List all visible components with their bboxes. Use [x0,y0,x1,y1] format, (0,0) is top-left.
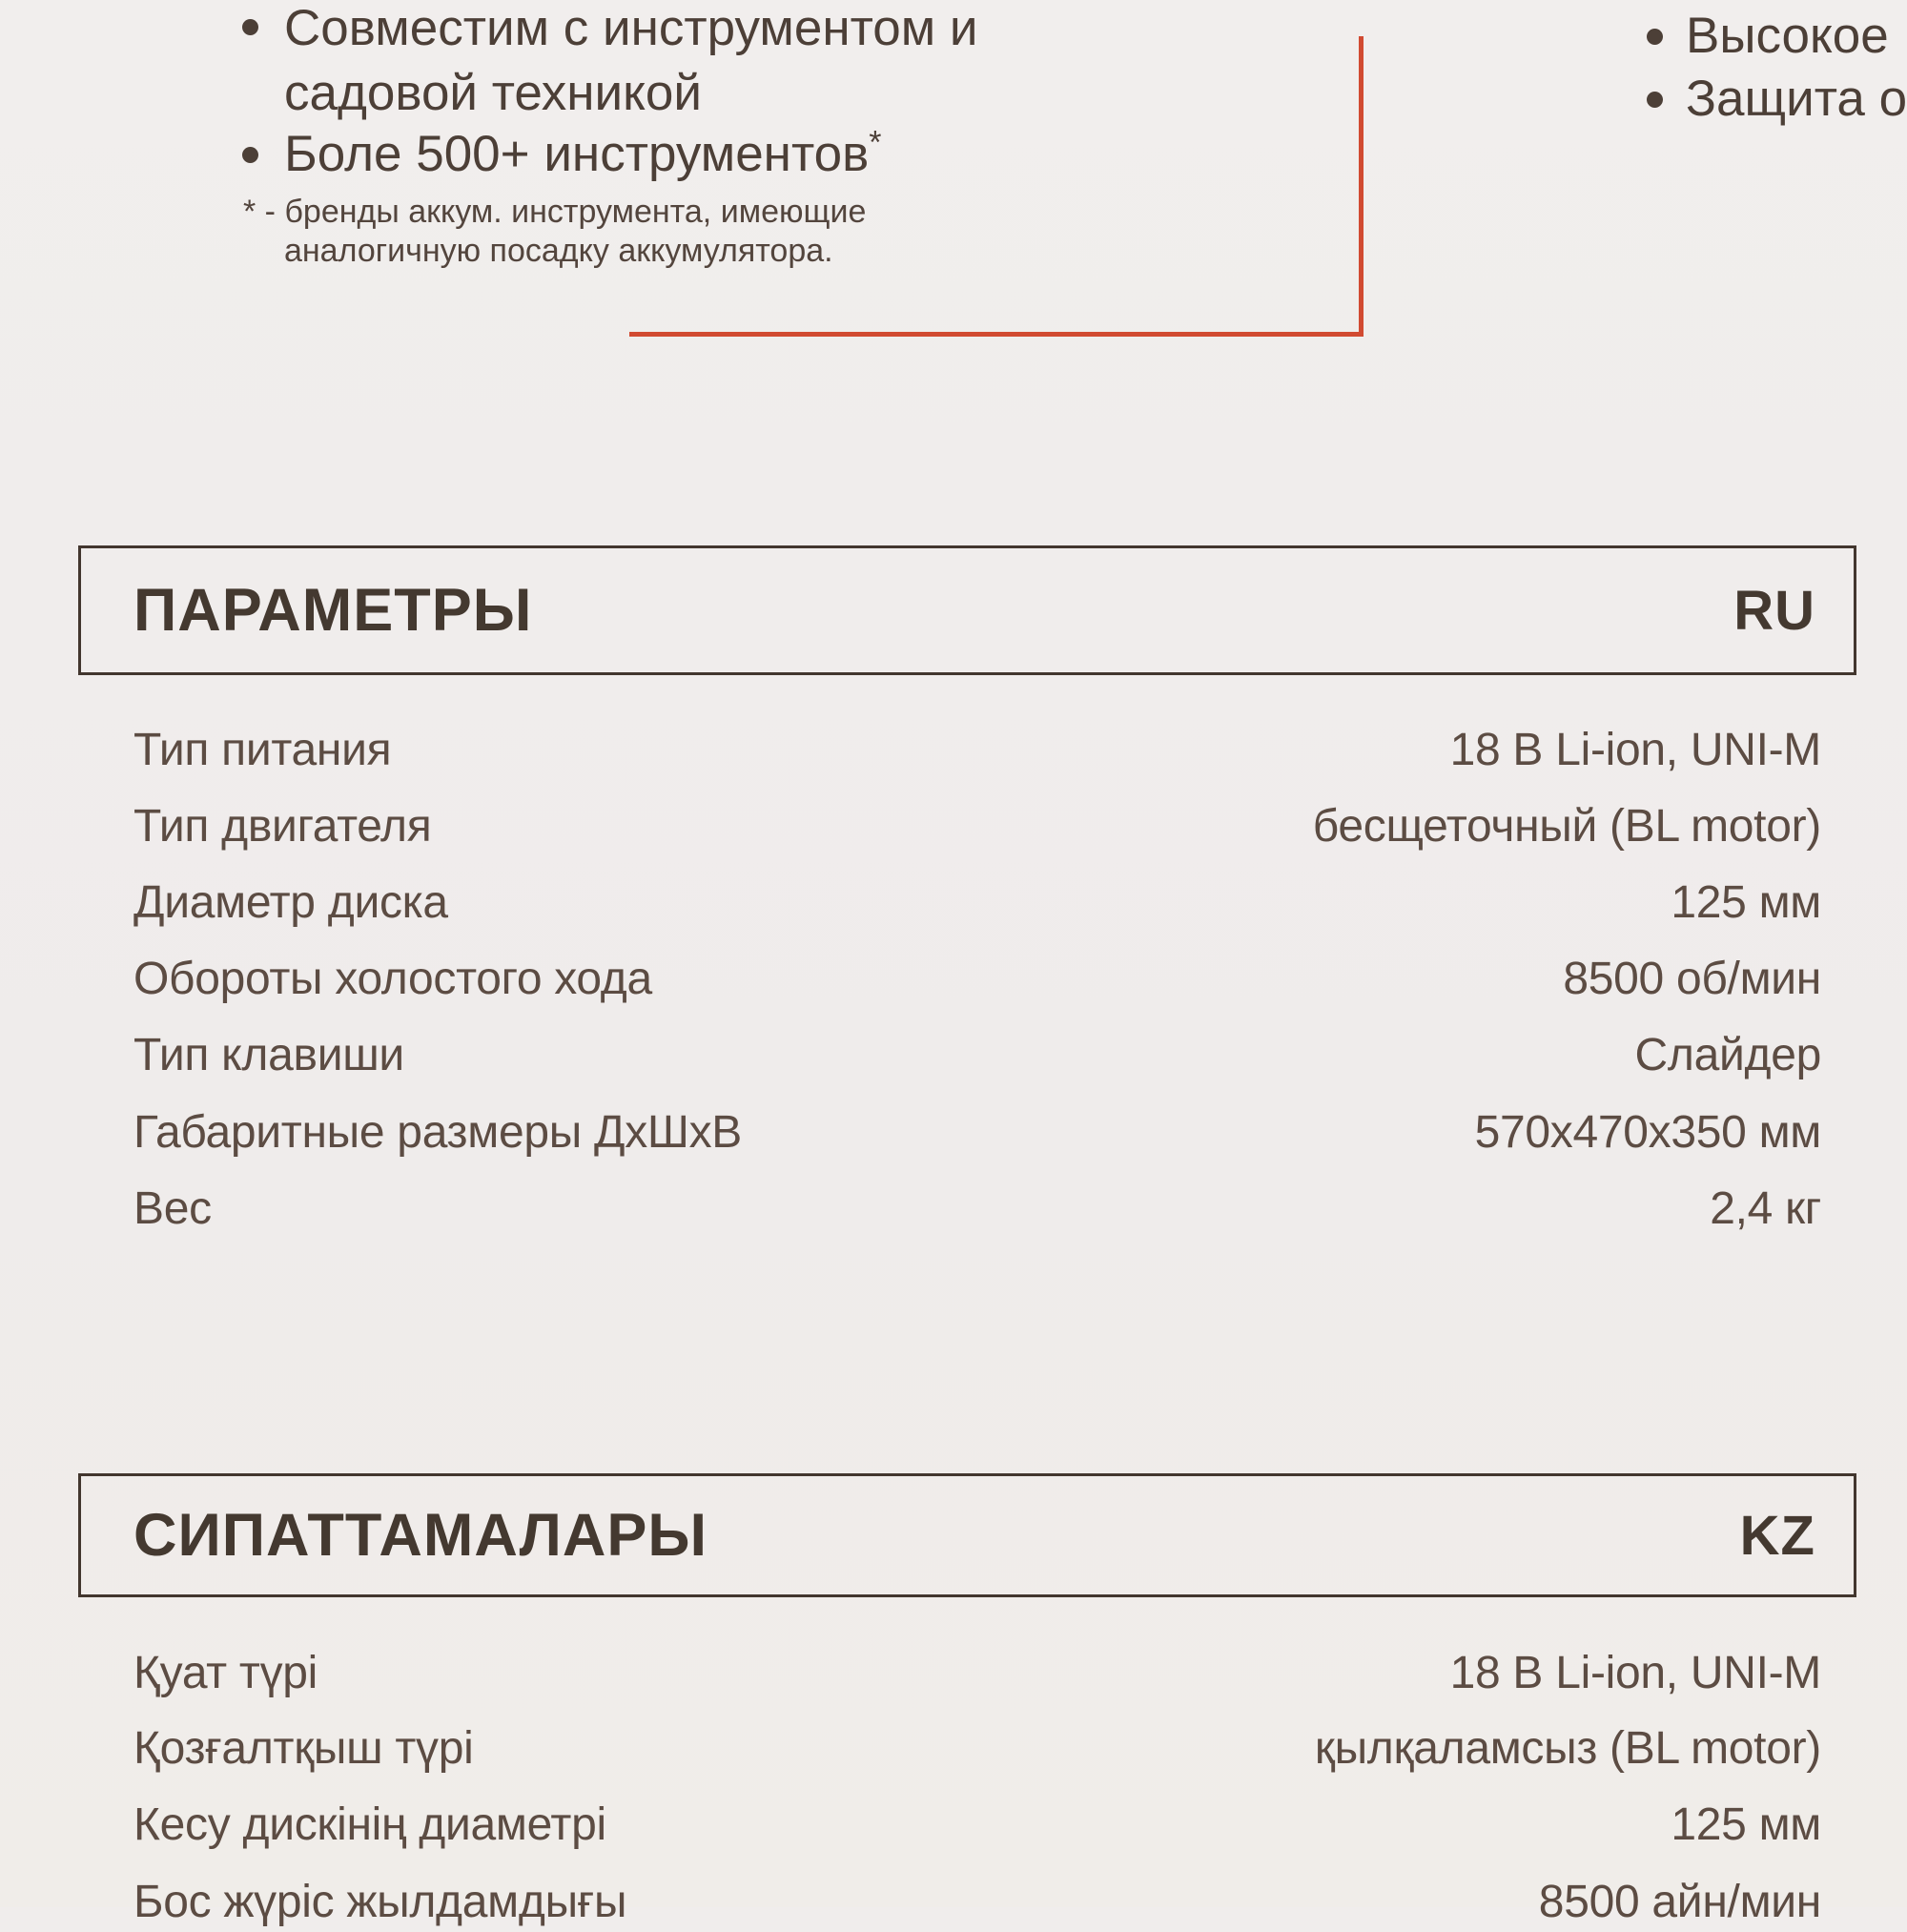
section-header-kz [78,1473,1856,1597]
feature-compatibility-line2: садовой техникой [284,65,702,121]
feature-compatibility-line1: Совместим с инструментом и [284,0,978,56]
spec-label: Тип питания [133,724,392,775]
spec-label: Габаритные размеры ДхШхВ [133,1106,743,1158]
spec-label: Диаметр диска [133,876,448,928]
spec-label: Тип клавиши [133,1029,404,1080]
spec-label: Кесу дискінің диаметрі [133,1798,606,1850]
spec-value: 125 мм [1671,876,1821,928]
section-header-ru [78,545,1856,675]
spec-row [133,1871,1821,1932]
spec-row [133,1178,1821,1239]
spec-value: 570x470x350 мм [1474,1106,1821,1158]
spec-row [133,1642,1821,1703]
spec-row [133,719,1821,780]
feature-tools-count-text: Боле 500+ инструментов [284,126,870,182]
spec-row [133,872,1821,933]
footnote-line2: аналогичную посадку аккумулятора. [284,233,833,269]
spec-value: 125 мм [1671,1798,1821,1850]
lang-badge-ru: RU [1733,579,1815,642]
spec-row [133,948,1821,1009]
spec-value: Слайдер [1634,1029,1821,1080]
asterisk-mark: * [869,124,882,161]
spec-label: Тип двигателя [133,800,432,852]
red-corner-line [629,36,1364,337]
spec-label: Обороты холостого хода [133,953,652,1004]
spec-value: 18 В Li-ion, UNI-M [1449,724,1821,775]
spec-row [133,1717,1821,1778]
bullet-icon [242,147,258,163]
spec-value: 18 В Li-ion, UNI-M [1449,1647,1821,1698]
bullet-icon [1647,29,1663,45]
spec-label: Қуат түрі [133,1647,318,1698]
spec-value: 8500 айн/мин [1538,1876,1821,1927]
bullet-icon [1647,92,1663,108]
spec-label: Вес [133,1182,212,1234]
spec-value: 2,4 кг [1710,1182,1821,1234]
spec-row [133,1024,1821,1085]
spec-value: қылқаламсыз (BL motor) [1314,1722,1821,1774]
spec-value: бесщеточный (BL motor) [1312,800,1821,852]
spec-row [133,1794,1821,1855]
feature-right-2: Защита о [1686,71,1907,127]
lang-badge-kz: KZ [1739,1504,1815,1567]
spec-row [133,795,1821,856]
feature-right-1: Высокое [1686,8,1889,64]
spec-row [133,1101,1821,1162]
spec-label: Қозғалтқыш түрі [133,1722,474,1774]
section-title-kz: СИПАТТАМАЛАРЫ [133,1502,708,1569]
footnote-line1: * - бренды аккум. инструмента, имеющие [243,194,867,230]
spec-label: Бос жүріс жылдамдығы [133,1876,627,1927]
spec-value: 8500 об/мин [1563,953,1821,1004]
section-title-ru: ПАРАМЕТРЫ [133,577,533,644]
bullet-icon [242,19,258,35]
